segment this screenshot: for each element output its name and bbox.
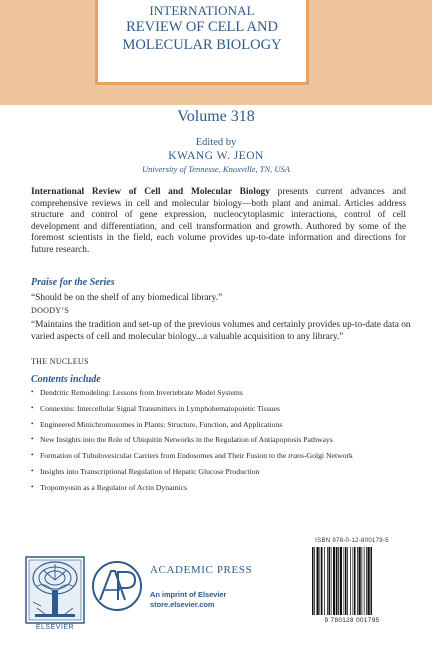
editor-affiliation: University of Tennesse, Knoxville, TN, USA xyxy=(142,164,290,174)
barcode-bar xyxy=(371,547,373,615)
bullet-icon: • xyxy=(31,435,34,444)
barcode-bar xyxy=(336,547,338,615)
contents-list xyxy=(31,388,421,499)
series-title-line-3: MOLECULAR BIOLOGY xyxy=(122,37,282,53)
publisher-url: store.elsevier.com xyxy=(150,600,215,609)
academic-press-name: ACADEMIC PRESS xyxy=(150,564,253,576)
barcode-bar xyxy=(317,547,319,615)
list-item: • Insights into Transcriptional Regulation of Hepatic Glucose Production xyxy=(31,466,260,476)
barcode-bar xyxy=(321,547,323,615)
praise-heading: Praise for the Series xyxy=(31,277,115,288)
series-title-box xyxy=(95,0,309,85)
barcode-bar xyxy=(347,547,348,615)
bullet-icon: • xyxy=(31,482,34,491)
ap-monogram-logo-icon xyxy=(91,560,143,612)
list-item: • Tropomyosin as a Regulator of Actin Dynamics xyxy=(31,482,188,492)
list-item: • Formation of Tubulovesicular Carriers from Endosomes and Their Fusion to the trans-Golgi Network xyxy=(31,451,353,461)
barcode-bar xyxy=(359,547,361,615)
series-title-line-2: REVIEW OF CELL AND xyxy=(126,19,278,35)
barcode-bar xyxy=(357,547,358,615)
barcode-bar xyxy=(353,547,354,615)
barcode-bar xyxy=(340,547,342,615)
edited-by-label: Edited by xyxy=(195,137,237,148)
praise-source-2: THE NUCLEUS xyxy=(31,357,89,366)
barcode-bar xyxy=(327,547,328,615)
praise-quote-2: “Maintains the tradition and set-up of the previous volumes and certainly provides up-to-date data on varied aspects of cell and molecular biology...a valuable acquisition to any library.” xyxy=(31,320,411,342)
description-title: International Review of Cell and Molecular Biology xyxy=(31,187,270,197)
barcode-bar xyxy=(366,547,367,615)
barcode-bar xyxy=(333,547,335,615)
imprint-text: An imprint of Elsevier xyxy=(150,590,227,599)
isbn-number-bottom: 9 780128 001795 xyxy=(324,617,380,624)
list-item: • Dendritic Remodeling: Lessons from Invertebrate Model Systems xyxy=(31,388,243,397)
barcode-bar xyxy=(320,547,321,615)
barcode-bar xyxy=(368,547,370,615)
bullet-icon: • xyxy=(31,466,34,475)
praise-quote-1: “Should be on the shelf of any biomedical library.” xyxy=(31,293,223,303)
list-item: • Engineered Minichromosomes in Plants: Structure, Function, and Applications xyxy=(31,419,283,429)
barcode-bar xyxy=(331,547,332,615)
isbn-barcode-icon xyxy=(306,547,398,617)
barcode-bar xyxy=(350,547,351,615)
barcode-bar xyxy=(329,547,331,615)
isbn-barcode xyxy=(306,538,398,628)
barcode-bar xyxy=(354,547,356,615)
bullet-icon: • xyxy=(31,451,34,460)
barcode-bar xyxy=(312,547,314,615)
barcode-bar xyxy=(344,547,345,615)
barcode-bar xyxy=(324,547,325,615)
barcode-bar xyxy=(364,547,365,615)
praise-source-1: DOODY’S xyxy=(31,306,70,315)
barcode-bar xyxy=(314,547,315,615)
list-item: • New Insights into the Role of Ubiquitin Networks in the Regulation of Antiapoptosis Pathways xyxy=(31,435,333,445)
contents-heading: Contents include xyxy=(31,374,101,385)
bullet-icon: • xyxy=(31,419,34,428)
barcode-bar xyxy=(338,547,339,615)
list-item: • Connexins: Intercellular Signal Transmitters in Lymphohematopoietic Tissues xyxy=(31,403,281,413)
volume-number: Volume 318 xyxy=(177,108,255,125)
series-title-line-1: INTERNATIONAL xyxy=(149,3,255,18)
isbn-number-top: ISBN 978-0-12-800179-5 xyxy=(315,538,389,544)
barcode-bar xyxy=(345,547,347,615)
barcode-bar xyxy=(362,547,363,615)
description-body: presents current advances and comprehensive reviews in cell and molecular biology—both plant and animal. Articles address structure and control of gene expression, nucleocytoplasmic interactions, control of cell development and differentiation, and cell transformation and growth. Authored by some of the foremost scientists in the field, each volume provides up-to-date information and directions for future research. xyxy=(31,187,406,255)
editor-name: KWANG W. JEON xyxy=(168,150,264,162)
elsevier-tree-logo-icon xyxy=(25,556,85,626)
series-description xyxy=(31,187,406,256)
bullet-icon: • xyxy=(31,388,34,396)
bullet-icon: • xyxy=(31,403,34,412)
elsevier-label: ELSEVIER xyxy=(35,624,75,631)
